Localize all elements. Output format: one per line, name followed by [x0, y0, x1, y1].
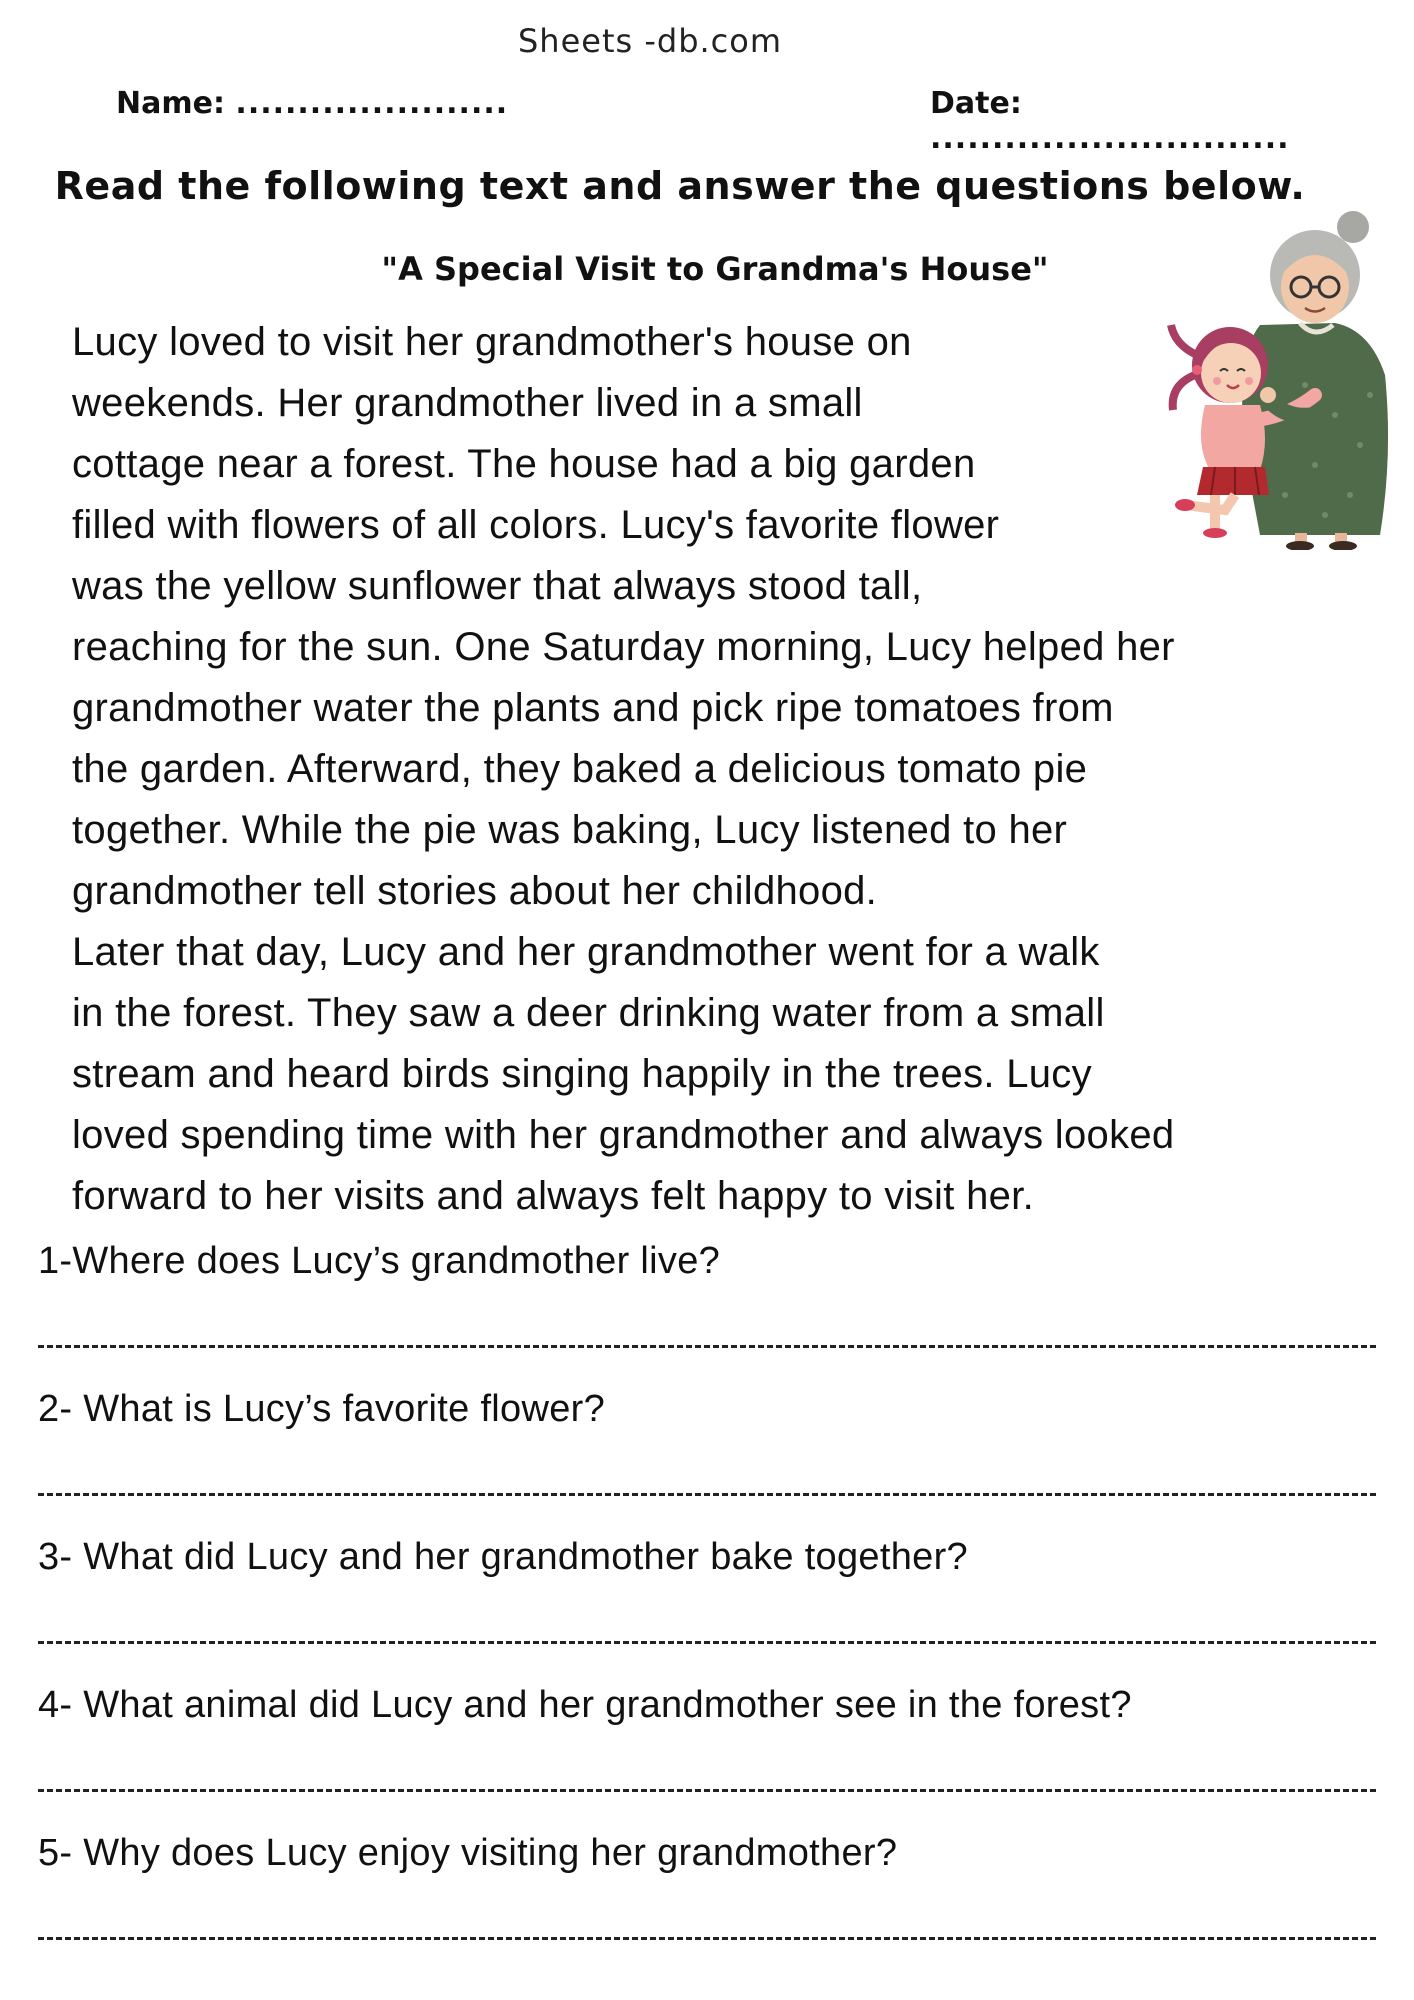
question-item: [38, 1388, 1378, 1536]
question-item: [38, 1684, 1378, 1832]
question-text: 1-Where does Lucy’s grandmother live?: [38, 1240, 721, 1282]
story-line: Lucy loved to visit her grandmother's house on: [72, 320, 912, 364]
story-line: the garden. Afterward, they baked a delicious tomato pie: [72, 747, 1088, 791]
source-watermark: Sheets -db.com: [517, 22, 783, 60]
instruction: Read the following text and answer the questions below.: [54, 164, 1306, 208]
name-label: Name:: [116, 86, 225, 121]
question-text: 2- What is Lucy’s favorite flower?: [38, 1388, 606, 1430]
date-label: Date:: [930, 86, 1022, 121]
answer-line[interactable]: [38, 1641, 1376, 1644]
story-line: stream and heard birds singing happily in the trees. Lucy: [72, 1052, 1092, 1096]
story-title: "A Special Visit to Grandma's House": [381, 250, 1049, 288]
answer-line[interactable]: [38, 1493, 1376, 1496]
story-line: was the yellow sunflower that always stood tall,: [72, 564, 923, 608]
story-line: cottage near a forest. The house had a big garden: [72, 442, 976, 486]
name-blank[interactable]: ......................: [235, 86, 509, 121]
story-line: weekends. Her grandmother lived in a small: [72, 381, 863, 425]
question-text: 3- What did Lucy and her grandmother bake together?: [38, 1536, 968, 1578]
story-line: grandmother tell stories about her childhood.: [72, 869, 878, 913]
question-item: [38, 1832, 1378, 1980]
answer-line[interactable]: [38, 1937, 1376, 1940]
answer-line[interactable]: [38, 1789, 1376, 1792]
question-item: [38, 1240, 1378, 1388]
name-field: [116, 86, 508, 121]
story-line: forward to her visits and always felt happy to visit her.: [72, 1174, 1034, 1218]
question-item: [38, 1536, 1378, 1684]
questions-section: [38, 1240, 1378, 1980]
story-line: filled with flowers of all colors. Lucy's favorite flower: [72, 503, 1000, 547]
story-line: reaching for the sun. One Saturday morning, Lucy helped her: [72, 625, 1175, 669]
story-line: together. While the pie was baking, Lucy listened to her: [72, 808, 1068, 852]
story-line: Later that day, Lucy and her grandmother went for a walk: [72, 930, 1100, 974]
story-line: in the forest. They saw a deer drinking water from a small: [72, 991, 1105, 1035]
story-line: loved spending time with her grandmother and always looked: [72, 1113, 1175, 1157]
story-line: grandmother water the plants and pick ripe tomatoes from: [72, 686, 1114, 730]
question-text: 5- Why does Lucy enjoy visiting her grandmother?: [38, 1832, 898, 1874]
answer-line[interactable]: [38, 1345, 1376, 1348]
question-text: 4- What animal did Lucy and her grandmother see in the forest?: [38, 1684, 1132, 1726]
story-passage: [72, 312, 1392, 1227]
date-blank[interactable]: .............................: [930, 121, 1290, 156]
date-field: [930, 86, 1414, 156]
